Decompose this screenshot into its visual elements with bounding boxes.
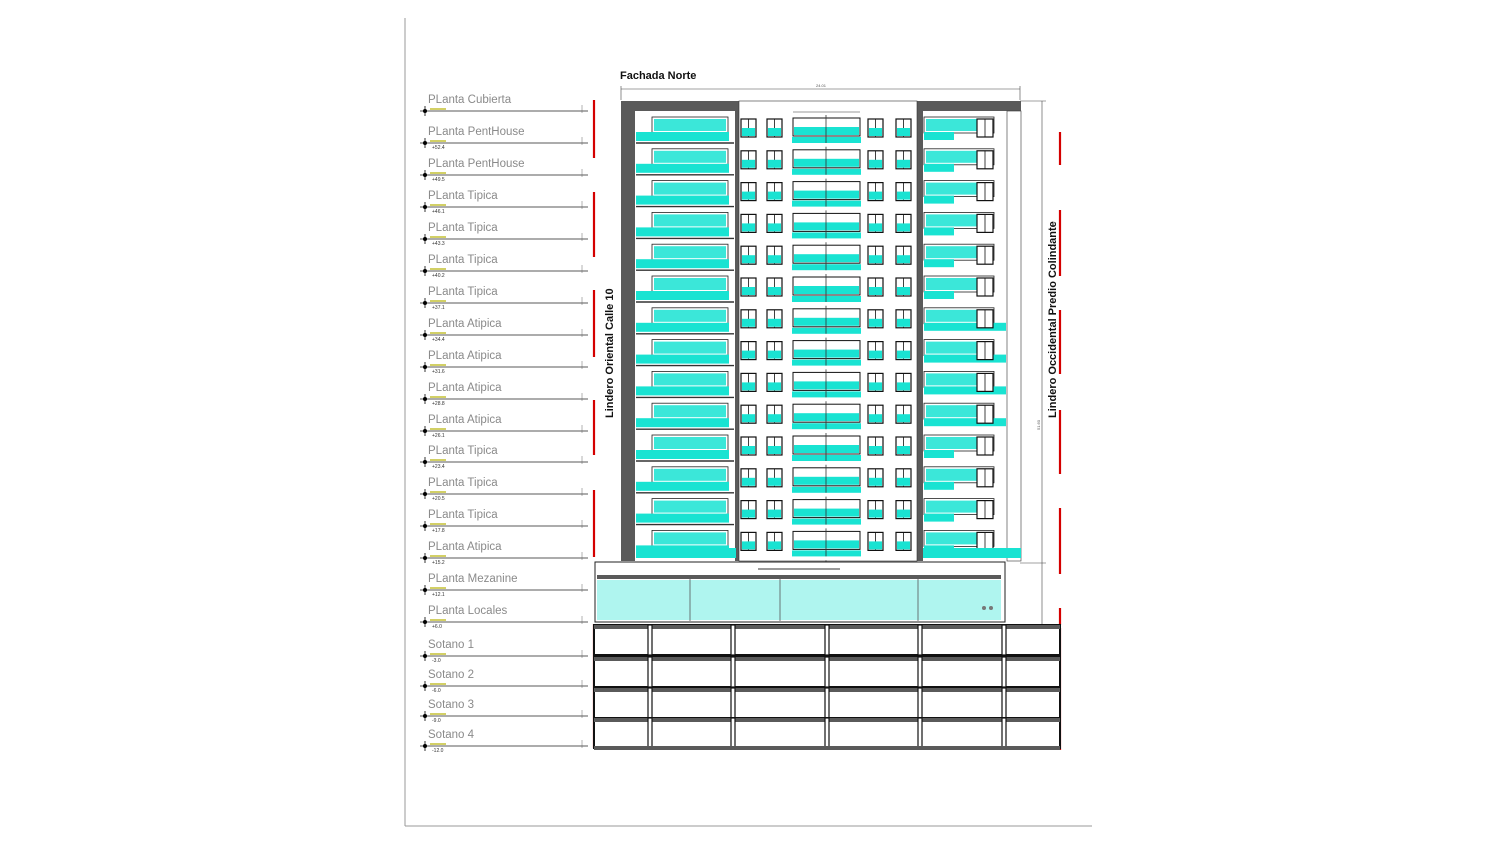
- level-elevation: +6.0: [432, 624, 442, 630]
- level-row: [420, 350, 588, 375]
- basement-level: [594, 657, 1060, 687]
- basement-column: [918, 625, 922, 655]
- level-marker-dot: [423, 492, 427, 496]
- left-balcony: [636, 164, 729, 173]
- window-glass: [869, 255, 882, 263]
- left-boundary-label: Lindero Oriental Calle 10: [604, 288, 616, 418]
- window-glass: [897, 541, 910, 549]
- window-glass: [742, 382, 755, 390]
- basement-column: [731, 657, 735, 687]
- center-main-glass: [794, 318, 859, 326]
- window-glass: [897, 382, 910, 390]
- tower-floor: [636, 306, 1006, 334]
- level-name: PLanta Atipica: [428, 382, 502, 394]
- center-main-glass: [794, 159, 859, 167]
- level-elevation: +46.1: [432, 209, 445, 215]
- right-block-inner-wall: [917, 101, 923, 561]
- right-balcony: [924, 259, 954, 267]
- basement-level: [594, 688, 1060, 718]
- center-balcony: [792, 296, 861, 302]
- right-balcony: [924, 482, 954, 490]
- basement-column: [731, 718, 735, 748]
- level-row: [420, 445, 588, 470]
- tower-facade: [621, 101, 1021, 588]
- window-glass: [897, 351, 910, 359]
- right-balcony: [924, 132, 954, 140]
- right-balcony: [924, 355, 1006, 363]
- right-balcony: [924, 323, 1006, 331]
- left-glass: [654, 532, 726, 544]
- drawing-title: Fachada Norte: [620, 70, 697, 82]
- level-elevation: +52.4: [432, 145, 445, 151]
- right-balcony: [924, 196, 954, 204]
- center-balcony: [792, 360, 861, 366]
- person-figure: [989, 606, 993, 610]
- window-glass: [768, 287, 781, 295]
- window-glass: [742, 351, 755, 359]
- level-name: PLanta Mezanine: [428, 573, 518, 585]
- level-row: [420, 286, 588, 311]
- left-balcony: [636, 259, 729, 268]
- window-glass: [869, 446, 882, 454]
- tower-floor: [636, 369, 1006, 397]
- basement-level: [594, 625, 1060, 655]
- level-marker-dot: [423, 460, 427, 464]
- right-balcony: [924, 418, 1006, 426]
- basement-column: [648, 657, 652, 687]
- window-glass: [768, 414, 781, 422]
- level-row: [420, 222, 588, 247]
- window-glass: [897, 510, 910, 518]
- tower-floor: [636, 497, 994, 525]
- tower-floor: [636, 274, 994, 302]
- window-glass: [768, 351, 781, 359]
- window-glass: [897, 446, 910, 454]
- window-glass: [768, 160, 781, 168]
- left-balcony: [636, 482, 729, 491]
- right-balcony: [924, 514, 954, 522]
- window-glass: [742, 319, 755, 327]
- level-elevation: -9.0: [432, 718, 441, 724]
- left-glass: [654, 183, 726, 195]
- level-marker-dot: [423, 556, 427, 560]
- center-main-glass: [794, 191, 859, 199]
- level-row: [420, 509, 588, 534]
- basement-column: [918, 688, 922, 718]
- level-marker-dot: [423, 429, 427, 433]
- right-balcony: [924, 227, 954, 235]
- window-glass: [768, 510, 781, 518]
- left-glass: [654, 437, 726, 449]
- level-marker-dot: [423, 205, 427, 209]
- center-balcony: [792, 328, 861, 334]
- window-glass: [897, 128, 910, 136]
- foundation-slab: [594, 746, 1060, 750]
- left-glass: [654, 278, 726, 290]
- level-marker-dot: [423, 684, 427, 688]
- basement-column: [648, 718, 652, 748]
- right-balcony: [924, 386, 1006, 394]
- podium-facade: [595, 562, 1005, 622]
- left-glass: [654, 342, 726, 354]
- window-glass: [768, 128, 781, 136]
- window-glass: [869, 160, 882, 168]
- window-glass: [742, 287, 755, 295]
- window-glass: [742, 478, 755, 486]
- level-annotations: [420, 94, 588, 754]
- window-glass: [897, 160, 910, 168]
- level-row: [420, 254, 588, 279]
- left-balcony: [636, 291, 729, 300]
- level-name: PLanta Atipica: [428, 350, 502, 362]
- level-elevation: -6.0: [432, 688, 441, 694]
- left-balcony: [636, 132, 729, 141]
- center-main-glass: [794, 254, 859, 262]
- level-name: PLanta PentHouse: [428, 126, 525, 138]
- center-main-glass: [794, 350, 859, 358]
- level-elevation: +28.8: [432, 401, 445, 407]
- center-balcony: [792, 201, 861, 207]
- center-balcony: [792, 455, 861, 461]
- basement-column: [648, 625, 652, 655]
- level-row: [420, 382, 588, 407]
- level-row: [420, 126, 588, 151]
- center-balcony: [792, 423, 861, 429]
- basement-column: [825, 718, 829, 748]
- level-name: PLanta Tipica: [428, 222, 498, 234]
- window-glass: [742, 223, 755, 231]
- level-row: [420, 669, 588, 694]
- right-dimension-text: 51.60: [1036, 419, 1041, 430]
- tower-floor: [636, 338, 1006, 366]
- level-marker-dot: [423, 173, 427, 177]
- basement-levels: [594, 625, 1060, 750]
- level-row: [420, 318, 588, 343]
- level-marker-dot: [423, 333, 427, 337]
- level-row: [420, 729, 588, 754]
- left-glass: [654, 469, 726, 481]
- level-name: PLanta Tipica: [428, 477, 498, 489]
- left-glass: [654, 151, 726, 163]
- window-glass: [897, 223, 910, 231]
- window-glass: [768, 382, 781, 390]
- window-glass: [869, 287, 882, 295]
- tower-floor: [636, 147, 994, 175]
- window-glass: [742, 541, 755, 549]
- level-marker-dot: [423, 524, 427, 528]
- center-main-glass: [794, 445, 859, 453]
- right-balcony: [924, 450, 954, 458]
- center-balcony: [792, 264, 861, 270]
- left-balcony: [636, 450, 729, 459]
- left-glass: [654, 119, 726, 131]
- level-elevation: -12.0: [432, 748, 444, 754]
- window-glass: [768, 478, 781, 486]
- basement-column: [1002, 657, 1006, 687]
- base-balcony-right: [923, 548, 1021, 558]
- tower-floor: [636, 465, 994, 493]
- level-elevation: -3.0: [432, 658, 441, 664]
- level-name: Sotano 2: [428, 669, 475, 681]
- level-name: PLanta Tipica: [428, 445, 498, 457]
- center-main-glass: [794, 127, 859, 135]
- basement-column: [1002, 688, 1006, 718]
- level-row: [420, 190, 588, 215]
- level-name: PLanta Tipica: [428, 286, 498, 298]
- basement-column: [1002, 718, 1006, 748]
- center-main-glass: [794, 413, 859, 421]
- base-balcony-left: [636, 548, 736, 558]
- left-balcony: [636, 514, 729, 523]
- level-marker-dot: [423, 109, 427, 113]
- left-wall: [621, 101, 635, 561]
- storefront-glass: [597, 580, 1001, 620]
- level-marker-dot: [423, 269, 427, 273]
- window-glass: [869, 192, 882, 200]
- window-glass: [742, 192, 755, 200]
- level-row: [420, 699, 588, 724]
- basement-column: [918, 718, 922, 748]
- left-balcony: [636, 227, 729, 236]
- right-block-cap: [919, 101, 1021, 111]
- tower-floor: [636, 433, 994, 461]
- window-glass: [897, 414, 910, 422]
- level-name: Sotano 3: [428, 699, 475, 711]
- mezzanine-slab: [597, 575, 1001, 579]
- level-row: [420, 639, 588, 664]
- center-main-glass: [794, 540, 859, 548]
- level-marker-dot: [423, 654, 427, 658]
- window-glass: [869, 128, 882, 136]
- level-name: PLanta Tipica: [428, 509, 498, 521]
- level-marker-dot: [423, 620, 427, 624]
- basement-column: [731, 688, 735, 718]
- tower-floor: [636, 210, 994, 238]
- window-glass: [742, 510, 755, 518]
- level-marker-dot: [423, 744, 427, 748]
- window-glass: [869, 541, 882, 549]
- basement-column: [918, 657, 922, 687]
- tower-floor: [636, 179, 994, 207]
- right-balcony: [924, 164, 954, 172]
- basement-column: [825, 657, 829, 687]
- level-elevation: +23.4: [432, 464, 445, 470]
- center-balcony: [792, 232, 861, 238]
- left-glass: [654, 405, 726, 417]
- window-glass: [897, 478, 910, 486]
- level-name: Sotano 4: [428, 729, 475, 741]
- tower-floor: [636, 401, 1006, 429]
- level-marker-dot: [423, 365, 427, 369]
- basement-level: [594, 718, 1060, 748]
- center-balcony: [792, 137, 861, 143]
- level-marker-dot: [423, 588, 427, 592]
- basement-column: [825, 688, 829, 718]
- left-glass: [654, 246, 726, 258]
- window-glass: [768, 192, 781, 200]
- window-glass: [897, 255, 910, 263]
- level-elevation: +31.6: [432, 369, 445, 375]
- left-glass: [654, 373, 726, 385]
- window-glass: [742, 255, 755, 263]
- left-balcony: [636, 386, 729, 395]
- level-row: [420, 477, 588, 502]
- center-balcony: [792, 550, 861, 556]
- center-main-glass: [794, 286, 859, 294]
- window-glass: [897, 287, 910, 295]
- center-balcony: [792, 487, 861, 493]
- center-balcony: [792, 391, 861, 397]
- level-row: [420, 573, 588, 598]
- window-glass: [869, 223, 882, 231]
- level-name: Sotano 1: [428, 639, 475, 651]
- level-name: PLanta Atipica: [428, 541, 502, 553]
- left-glass: [654, 214, 726, 226]
- level-name: PLanta PentHouse: [428, 158, 525, 170]
- level-marker-dot: [423, 301, 427, 305]
- basement-column: [731, 625, 735, 655]
- level-name: PLanta Atipica: [428, 414, 502, 426]
- basement-column: [1002, 625, 1006, 655]
- level-marker-dot: [423, 141, 427, 145]
- person-figure: [982, 606, 986, 610]
- window-glass: [869, 319, 882, 327]
- window-glass: [869, 478, 882, 486]
- top-dimension-text: 24.01: [816, 83, 827, 88]
- right-wall: [1007, 111, 1021, 561]
- level-elevation: +15.2: [432, 560, 445, 566]
- top-dimension: [621, 83, 1020, 100]
- level-row: [420, 605, 588, 630]
- window-glass: [742, 160, 755, 168]
- window-glass: [869, 414, 882, 422]
- level-name: PLanta Cubierta: [428, 94, 512, 106]
- left-block-cap: [621, 101, 735, 111]
- level-elevation: +26.1: [432, 433, 445, 439]
- window-glass: [897, 319, 910, 327]
- level-marker-dot: [423, 397, 427, 401]
- center-main-glass: [794, 222, 859, 230]
- window-glass: [742, 446, 755, 454]
- level-elevation: +37.1: [432, 305, 445, 311]
- basement-column: [825, 625, 829, 655]
- window-glass: [768, 446, 781, 454]
- left-balcony: [636, 355, 729, 364]
- level-marker-dot: [423, 237, 427, 241]
- center-main-glass: [794, 477, 859, 485]
- level-elevation: +43.3: [432, 241, 445, 247]
- left-block-inner-wall: [735, 101, 739, 561]
- left-balcony: [636, 418, 729, 427]
- level-name: PLanta Atipica: [428, 318, 502, 330]
- left-glass: [654, 501, 726, 513]
- level-row: [420, 94, 588, 116]
- window-glass: [869, 510, 882, 518]
- left-balcony: [636, 323, 729, 332]
- basement-column: [648, 688, 652, 718]
- center-balcony: [792, 169, 861, 175]
- level-row: [420, 414, 588, 439]
- level-row: [420, 541, 588, 566]
- window-glass: [742, 414, 755, 422]
- window-glass: [768, 255, 781, 263]
- window-glass: [897, 192, 910, 200]
- level-elevation: +17.8: [432, 528, 445, 534]
- right-boundary-label: Lindero Occidental Predio Colindante: [1047, 221, 1059, 418]
- level-row: [420, 158, 588, 183]
- level-name: PLanta Tipica: [428, 190, 498, 202]
- window-glass: [869, 382, 882, 390]
- center-main-glass: [794, 381, 859, 389]
- level-name: PLanta Tipica: [428, 254, 498, 266]
- level-name: PLanta Locales: [428, 605, 508, 617]
- level-elevation: +49.5: [432, 177, 445, 183]
- window-glass: [869, 351, 882, 359]
- window-glass: [768, 541, 781, 549]
- level-marker-dot: [423, 714, 427, 718]
- left-balcony: [636, 196, 729, 205]
- tower-floor: [636, 242, 994, 270]
- level-elevation: +40.2: [432, 273, 445, 279]
- center-balcony: [792, 519, 861, 525]
- level-elevation: +34.4: [432, 337, 445, 343]
- center-main-glass: [794, 509, 859, 517]
- window-glass: [742, 128, 755, 136]
- tower-floor: [636, 115, 994, 143]
- right-balcony: [924, 291, 954, 299]
- level-elevation: +12.1: [432, 592, 445, 598]
- window-glass: [768, 223, 781, 231]
- window-glass: [768, 319, 781, 327]
- level-elevation: +20.5: [432, 496, 445, 502]
- left-glass: [654, 310, 726, 322]
